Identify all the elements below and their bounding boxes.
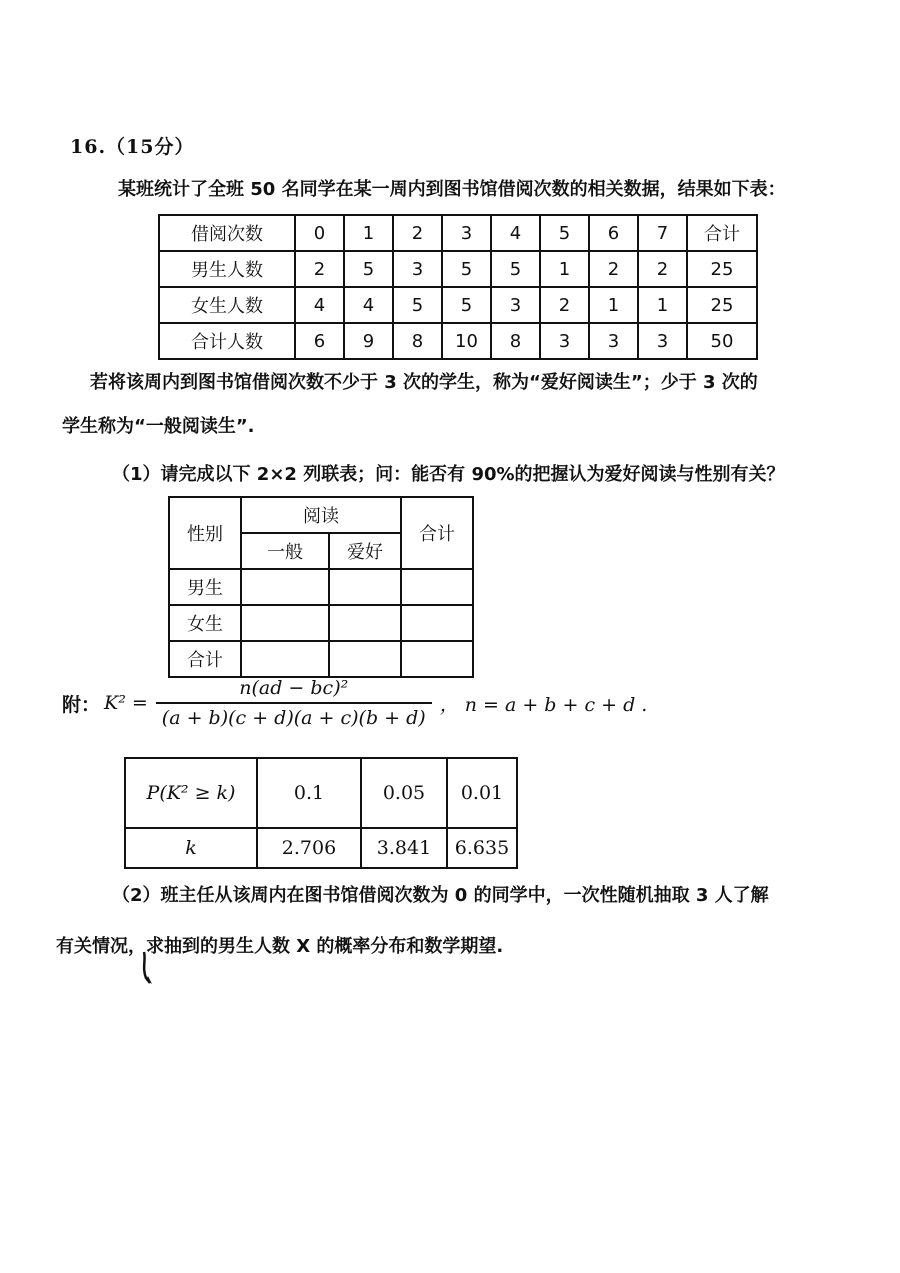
part2-line-2: 有关情况，求抽到的男生人数 X 的概率分布和数学期望. <box>56 936 504 957</box>
table-cell: 男生人数 <box>159 251 295 287</box>
question-number: 16.（15分） <box>70 136 195 158</box>
gender-header: 性别 <box>169 497 241 569</box>
table-cell: 25 <box>687 251 757 287</box>
table-cell: 女生人数 <box>159 287 295 323</box>
table-cell: 4 <box>344 287 393 323</box>
row-label-female: 女生 <box>169 605 241 641</box>
table-cell: 1 <box>344 215 393 251</box>
k-squared-formula <box>62 678 647 728</box>
table-cell: 2 <box>589 251 638 287</box>
row-label-male: 男生 <box>169 569 241 605</box>
blank-cell <box>329 641 401 677</box>
table-cell: 50 <box>687 323 757 359</box>
table-cell: 3 <box>442 215 491 251</box>
table-cell: 6 <box>295 323 344 359</box>
table-row <box>169 605 473 641</box>
table-cell: 2 <box>638 251 687 287</box>
table-row <box>169 641 473 677</box>
table-row <box>125 758 517 828</box>
table-row <box>159 287 757 323</box>
formula-lhs: K² = <box>104 692 148 714</box>
pen-mark-icon <box>138 950 158 986</box>
table-cell: 2 <box>393 215 442 251</box>
probability-label: P(K² ≥ k) <box>125 758 257 828</box>
formula-numerator: n(ad − bc)² <box>239 677 349 699</box>
table-cell: 2 <box>295 251 344 287</box>
formula-fraction <box>156 677 432 729</box>
blank-cell <box>329 605 401 641</box>
part1-prompt: （1）请完成以下 2×2 列联表；问：能否有 90%的把握认为爱好阅读与性别有关？ <box>112 464 785 485</box>
definition-line-2: 学生称为“一般阅读生”. <box>62 416 255 437</box>
table-row <box>125 828 517 868</box>
reading-header: 阅读 <box>241 497 401 533</box>
table-cell: 8 <box>491 323 540 359</box>
table-cell: 3 <box>589 323 638 359</box>
table-cell: 2.706 <box>257 828 361 868</box>
blank-cell <box>401 641 473 677</box>
part2-line-1: （2）班主任从该周内在图书馆借阅次数为 0 的同学中，一次性随机抽取 3 人了解 <box>112 885 769 906</box>
table-cell: 5 <box>393 287 442 323</box>
table-cell: 3.841 <box>361 828 447 868</box>
formula-prefix: 附： <box>62 693 101 716</box>
blank-cell <box>241 605 329 641</box>
table-cell: 合计人数 <box>159 323 295 359</box>
blank-cell <box>241 569 329 605</box>
table-cell: 8 <box>393 323 442 359</box>
formula-denominator: (a + b)(c + d)(a + c)(b + d) <box>156 702 432 729</box>
borrow-count-table <box>158 214 758 360</box>
formula-suffix: ， n = a + b + c + d . <box>439 693 648 716</box>
table-cell: 3 <box>638 323 687 359</box>
table-cell: 1 <box>638 287 687 323</box>
table-cell: 0.01 <box>447 758 517 828</box>
love-header: 爱好 <box>329 533 401 569</box>
table-cell: 3 <box>491 287 540 323</box>
table-row <box>169 569 473 605</box>
table-cell: 10 <box>442 323 491 359</box>
table-cell: 6 <box>589 215 638 251</box>
table-cell: 1 <box>589 287 638 323</box>
table-row <box>159 323 757 359</box>
k-label: k <box>125 828 257 868</box>
table-cell: 5 <box>344 251 393 287</box>
blank-cell <box>241 641 329 677</box>
contingency-table <box>168 496 474 678</box>
blank-cell <box>401 569 473 605</box>
table-row <box>159 251 757 287</box>
table-cell: 1 <box>540 251 589 287</box>
table-cell: 25 <box>687 287 757 323</box>
table-cell: 3 <box>540 323 589 359</box>
table-cell: 4 <box>491 215 540 251</box>
table-cell: 5 <box>491 251 540 287</box>
table-cell: 合计 <box>687 215 757 251</box>
table-cell: 4 <box>295 287 344 323</box>
table-cell: 3 <box>393 251 442 287</box>
table-cell: 9 <box>344 323 393 359</box>
table-cell: 7 <box>638 215 687 251</box>
table-cell: 5 <box>540 215 589 251</box>
table-cell: 5 <box>442 251 491 287</box>
definition-line-1: 若将该周内到图书馆借阅次数不少于 3 次的学生，称为“爱好阅读生”；少于 3 次的 <box>90 372 758 393</box>
blank-cell <box>329 569 401 605</box>
general-header: 一般 <box>241 533 329 569</box>
table-cell: 6.635 <box>447 828 517 868</box>
total-header: 合计 <box>401 497 473 569</box>
row-label-total: 合计 <box>169 641 241 677</box>
table-cell: 2 <box>540 287 589 323</box>
table-row <box>169 497 473 533</box>
intro-text: 某班统计了全班 50 名同学在某一周内到图书馆借阅次数的相关数据，结果如下表： <box>118 179 786 200</box>
table-cell: 借阅次数 <box>159 215 295 251</box>
critical-value-table <box>124 757 518 869</box>
table-cell: 5 <box>442 287 491 323</box>
table-cell: 0 <box>295 215 344 251</box>
table-row <box>159 215 757 251</box>
table-cell: 0.05 <box>361 758 447 828</box>
table-cell: 0.1 <box>257 758 361 828</box>
blank-cell <box>401 605 473 641</box>
